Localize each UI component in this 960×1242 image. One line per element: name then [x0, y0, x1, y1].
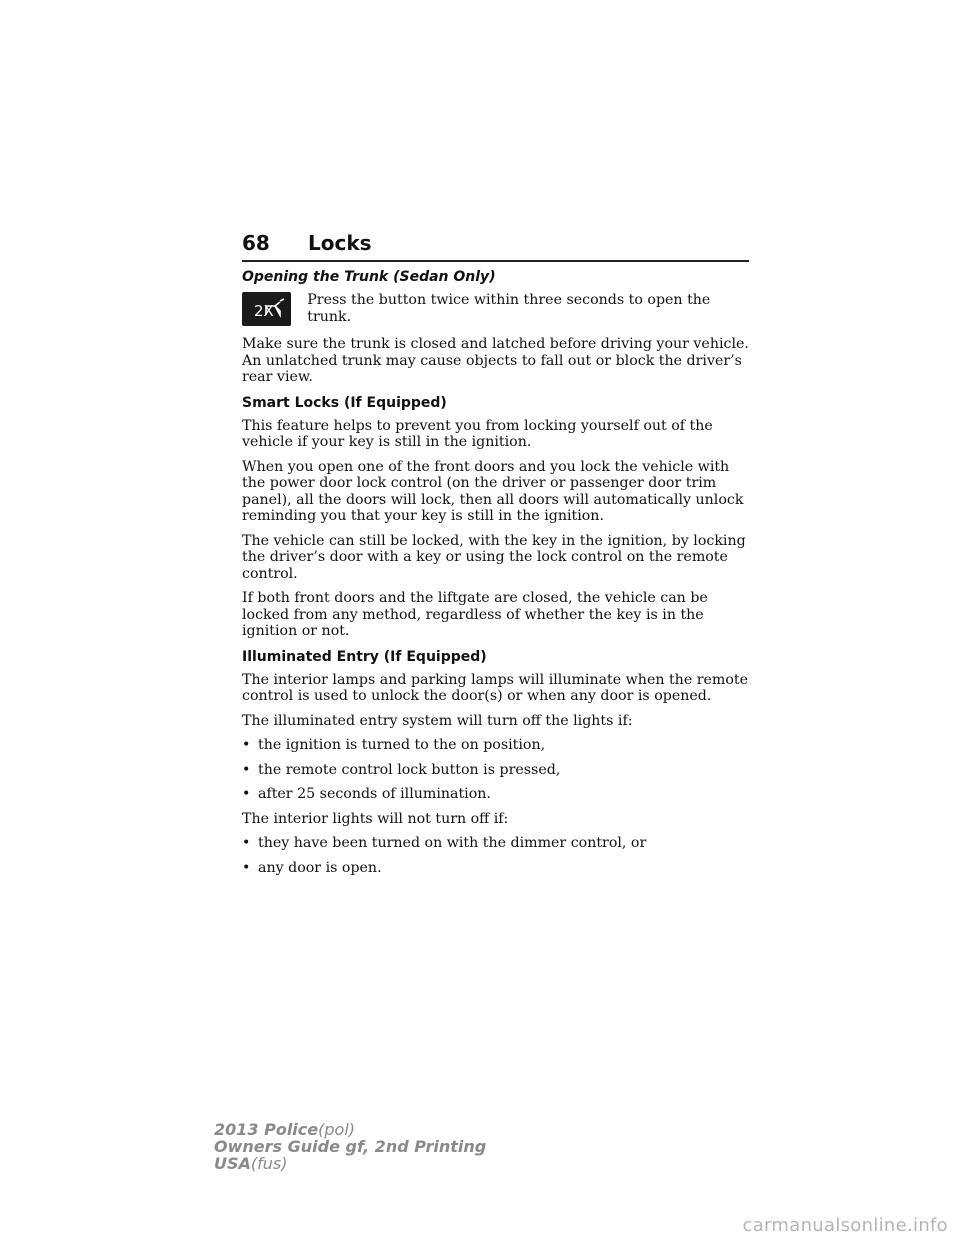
trunk-release-2x-icon — [242, 292, 291, 326]
lights-off-lead: The illuminated entry system will turn off the lights if: — [242, 712, 633, 729]
footer-model-code: (pol) — [318, 1120, 355, 1139]
svg-text:2X: 2X — [253, 302, 274, 320]
footer-region: USA — [214, 1154, 251, 1173]
lights-off-list — [242, 737, 752, 803]
list-item: • they have been turned on with the dimmer control, or — [242, 835, 647, 851]
lights-not-off-list — [242, 835, 752, 876]
trunk-instruction: Press the button twice within three seconds to open the trunk. — [307, 292, 711, 325]
trunk-note: Make sure the trunk is closed and latched before driving your vehicle. An unlatched trunk may cause objects to fall out or block the driver’s rear view. — [242, 336, 749, 385]
lights-not-off-lead: The interior lights will not turn off if: — [242, 810, 509, 827]
list-item: • the remote control lock button is pressed, — [242, 761, 561, 778]
footer-region-code: (fus) — [250, 1154, 288, 1173]
smart-locks-paragraph: This feature helps to prevent you from locking yourself out of the vehicle if your key is still in the ignition. — [242, 417, 713, 450]
list-item: • any door is open. — [242, 859, 382, 876]
page-footer — [214, 1121, 486, 1172]
page-number: 68 — [242, 231, 270, 255]
smart-locks-paragraph: If both front doors and the liftgate are closed, the vehicle can be locked from any method, regardless of whether the key is in the ignition or not. — [242, 590, 708, 639]
illuminated-entry-heading: Illuminated Entry (If Equipped) — [242, 648, 487, 665]
page-header — [242, 230, 749, 262]
illuminated-entry-intro: The interior lamps and parking lamps will illuminate when the remote control is used to unlock the door(s) or when any door is opened. — [242, 671, 748, 704]
list-item: • the ignition is turned to the on position, — [242, 737, 546, 753]
footer-model: 2013 Police — [214, 1120, 319, 1139]
page-content — [242, 268, 752, 884]
list-item: • after 25 seconds of illumination. — [242, 786, 491, 802]
smart-locks-paragraph: The vehicle can still be locked, with the key in the ignition, by locking the driver’s door with a key or using the lock control on the remote control. — [242, 532, 746, 582]
footer-guide: Owners Guide gf, 2nd Printing — [214, 1137, 487, 1156]
trunk-instruction-row — [242, 292, 752, 326]
smart-locks-heading: Smart Locks (If Equipped) — [242, 394, 447, 411]
section-title: Locks — [308, 231, 372, 255]
smart-locks-paragraph: When you open one of the front doors and you lock the vehicle with the power door lock control (on the driver or passenger door trim panel), all the doors will lock, then all doors will automatically unlock reminding you that your key is still in the ignition. — [242, 458, 744, 524]
trunk-heading: Opening the Trunk (Sedan Only) — [242, 269, 496, 285]
watermark: carmanualsonline.info — [742, 1215, 948, 1236]
